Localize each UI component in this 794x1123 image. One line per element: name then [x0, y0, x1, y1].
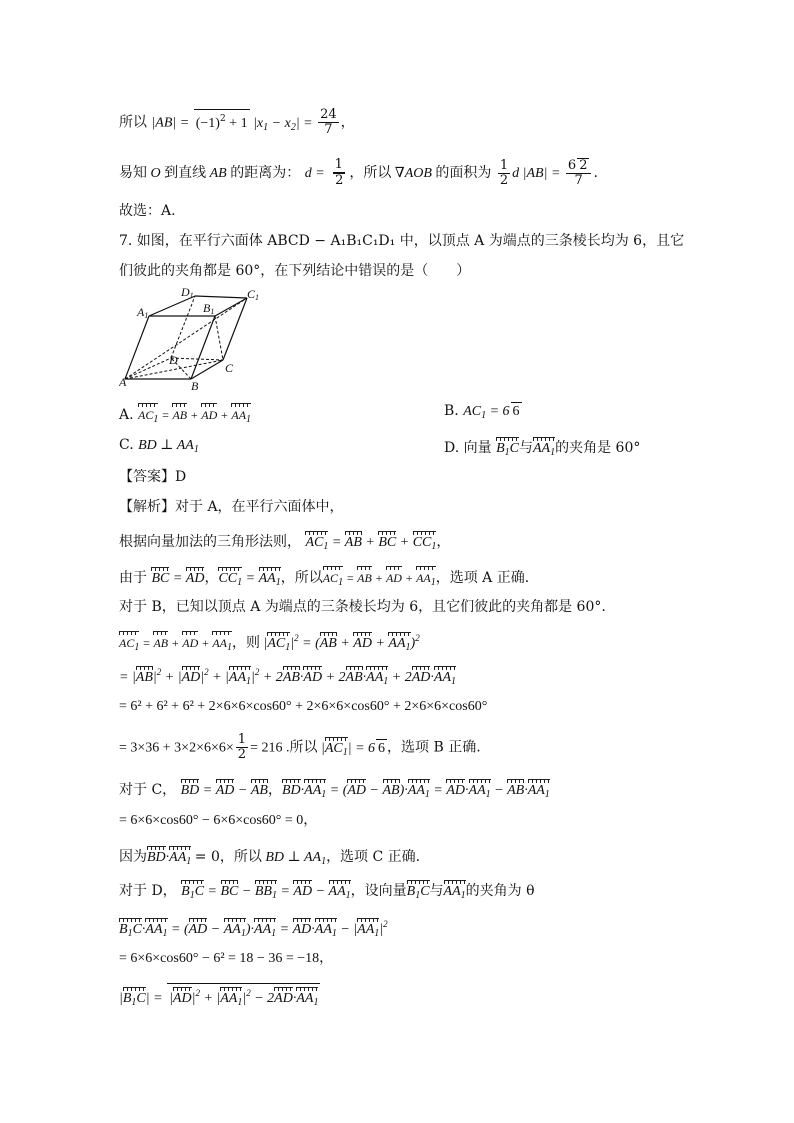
analysis-line-14: = 6×6×cos60° − 6² = 18 − 36 = −18，	[119, 951, 334, 966]
text-segment: 的距离为：	[230, 165, 301, 181]
analysis-line-5: $AC_1$ = AB + AD + $AA_1$，则 $|AC_1|^2 = (AB$ + AD + $AA_1)^2$	[119, 629, 420, 657]
analysis-line-3: 由于 BC = AD，$CC_1 = AA_1$，所以$AC_1$ = AB + AD + $AA_1$，选项 A 正确.	[119, 565, 529, 592]
answer-line: 【答案】D	[119, 469, 187, 485]
analysis-line-7: = 6² + 6² + 6² + 2×6×6×cos60° + 2×6×6×cos60° + 2×6×6×cos60°	[119, 699, 488, 714]
text-segment: ，所以	[280, 570, 323, 586]
text-segment: 与	[519, 440, 533, 456]
text-segment: ，选项 B 正确.	[387, 739, 481, 756]
label-D1: D1	[181, 286, 194, 300]
analysis-line-11: 因为$BD\cdot AA_1 = 0$，所以 BD ⊥ $AA_1$，选项 C 正确.	[119, 845, 420, 871]
text-segment: = 216 .所以	[250, 740, 318, 756]
label-A1: A1	[137, 305, 149, 320]
sqrt-expression: $|AD|^2 + |AA_1|^2 - 2AD\cdot AA_1$	[167, 983, 320, 1012]
label-B: B	[191, 379, 199, 390]
analysis-line-15: $|B_1C| = |AD|^2 + |AA_1|^2 - 2AD\cdot AA_1$	[119, 983, 320, 1012]
text-segment: 对于 A，在平行六面体中，	[175, 499, 344, 515]
question-7-line-2: 们彼此的夹角都是 60°，在下列结论中错误的是（ ）	[119, 263, 471, 279]
text-segment: ，选项 C 正确.	[326, 849, 421, 865]
analysis-line-9: 对于 C， BD = AD − AB，$BD\cdot AA_1 = (AD - AB)\cdot AA_1 = AD\cdot AA_1 - AB\cdot AA_1$	[119, 778, 550, 804]
text-segment: = 0，所以	[194, 849, 262, 865]
analysis-line-1	[119, 498, 344, 516]
fraction-1-2: $\frac{1}{2}$	[237, 732, 247, 762]
text-segment: ，设向量	[350, 883, 407, 899]
label-C: C	[225, 361, 234, 375]
option-d-label: D. 向量	[444, 440, 492, 456]
analysis-line-12: 对于 D， $B_1C$ = BC − $BB_1$ = AD − $AA_1$，设向量$B_1C$与$AA_1$的夹角为 θ	[119, 879, 535, 905]
text-segment: 的夹角是 60°	[555, 440, 641, 456]
analysis-line-10: = 6×6×cos60° − 6×6×cos60° = 0，	[119, 813, 318, 828]
label-B1: B1	[203, 301, 215, 316]
text-segment: 易知	[119, 165, 147, 181]
option-a: A. $AC_1$ = AB + AD + $AA_1$	[119, 402, 251, 429]
analysis-line-2: 根据向量加法的三角形法则， $AC_1$ = AB + BC + $CC_1$，	[119, 530, 450, 556]
text-segment: 对于 C，	[119, 782, 177, 798]
text-segment: ，选项 A 正确.	[435, 570, 530, 586]
option-b-label: B.	[444, 403, 459, 419]
text-segment: 所以	[119, 114, 147, 131]
analysis-line-4: 对于 B，已知以顶点 A 为端点的三条棱长均为 6，且它们彼此的夹角都是 60°.	[119, 599, 606, 615]
text-segment: 根据向量加法的三角形法则，	[119, 534, 301, 550]
option-d: D. 向量 $B_1C$与$AA_1$的夹角是 60°	[444, 436, 640, 462]
intro-line-1: 所以 $|AB| = (-1)^2 + 1$ $|x_1 - x_2|$ = $\frac{24}{7}$ ，	[119, 107, 355, 137]
text-segment: 的夹角为 θ	[465, 883, 535, 899]
analysis-line-13: $B_1C\cdot AA_1 = (AD - AA_1)\cdot AA_1 = AD\cdot AA_1 - |AA_1|^2$	[119, 915, 388, 943]
option-a-label: A.	[119, 407, 134, 423]
text-segment: 到直线	[164, 165, 207, 181]
option-c-label: C.	[119, 437, 134, 453]
parallelepiped-figure	[119, 286, 269, 390]
analysis-line-8: = 3×36 + 3×2×6×6× $\frac{1}{2}$ = 216 .所以 $|AC_1| = 6$ 6 ，选项 B 正确.	[119, 732, 481, 762]
label-A: A	[119, 375, 127, 389]
question-7-line-1: 7. 如图，在平行六面体 ABCD − A₁B₁C₁D₁ 中，以顶点 A 为端点的三条棱长均为 6，且它	[119, 233, 685, 249]
intro-conclusion: 故选：A.	[119, 203, 176, 219]
text-segment: 与	[429, 883, 444, 899]
text-segment: = 3×36 + 3×2×6×6×	[119, 740, 234, 756]
fraction-1-sqrt2: $\frac{1}{2}$	[334, 157, 344, 188]
text-segment: 对于 D，	[119, 883, 177, 899]
fraction-24-7: $\frac{24}{7}$	[320, 107, 337, 137]
analysis-label: 【解析】	[119, 499, 175, 515]
fraction-1-2: $\frac{1}{2}$	[499, 157, 509, 188]
text-segment: ，所以	[349, 165, 392, 181]
label-D: D	[169, 353, 178, 367]
option-c: C. BD ⊥ $AA_1$	[119, 437, 199, 455]
option-b: B. $AC_1 = 6$ 6	[444, 403, 520, 421]
text-segment: 的面积为	[435, 165, 492, 181]
fraction-6sqrt2-7: $\frac{6 2}{7}$	[566, 158, 592, 188]
sqrt-expression: $(-1)^2 + 1$	[194, 109, 250, 133]
intro-line-2: 易知 O 到直线 AB 的距离为： d = $\frac{1}{2}$ ，所以 ∇AOB 的面积为 $\frac{1}{2}$ d |AB| = $\frac{6 2}{7}$ .	[119, 157, 598, 188]
text-segment: ，则	[232, 635, 261, 651]
text-segment: 因为	[119, 849, 147, 865]
label-C1: C1	[247, 287, 260, 302]
analysis-line-6: = $|AB|^2 + |AD|^2 + |AA_1|^2 + 2AB\cdot AD + 2AB\cdot AA_1 + 2AD\cdot AA_1$	[119, 663, 456, 691]
text-segment: 由于	[119, 570, 147, 586]
